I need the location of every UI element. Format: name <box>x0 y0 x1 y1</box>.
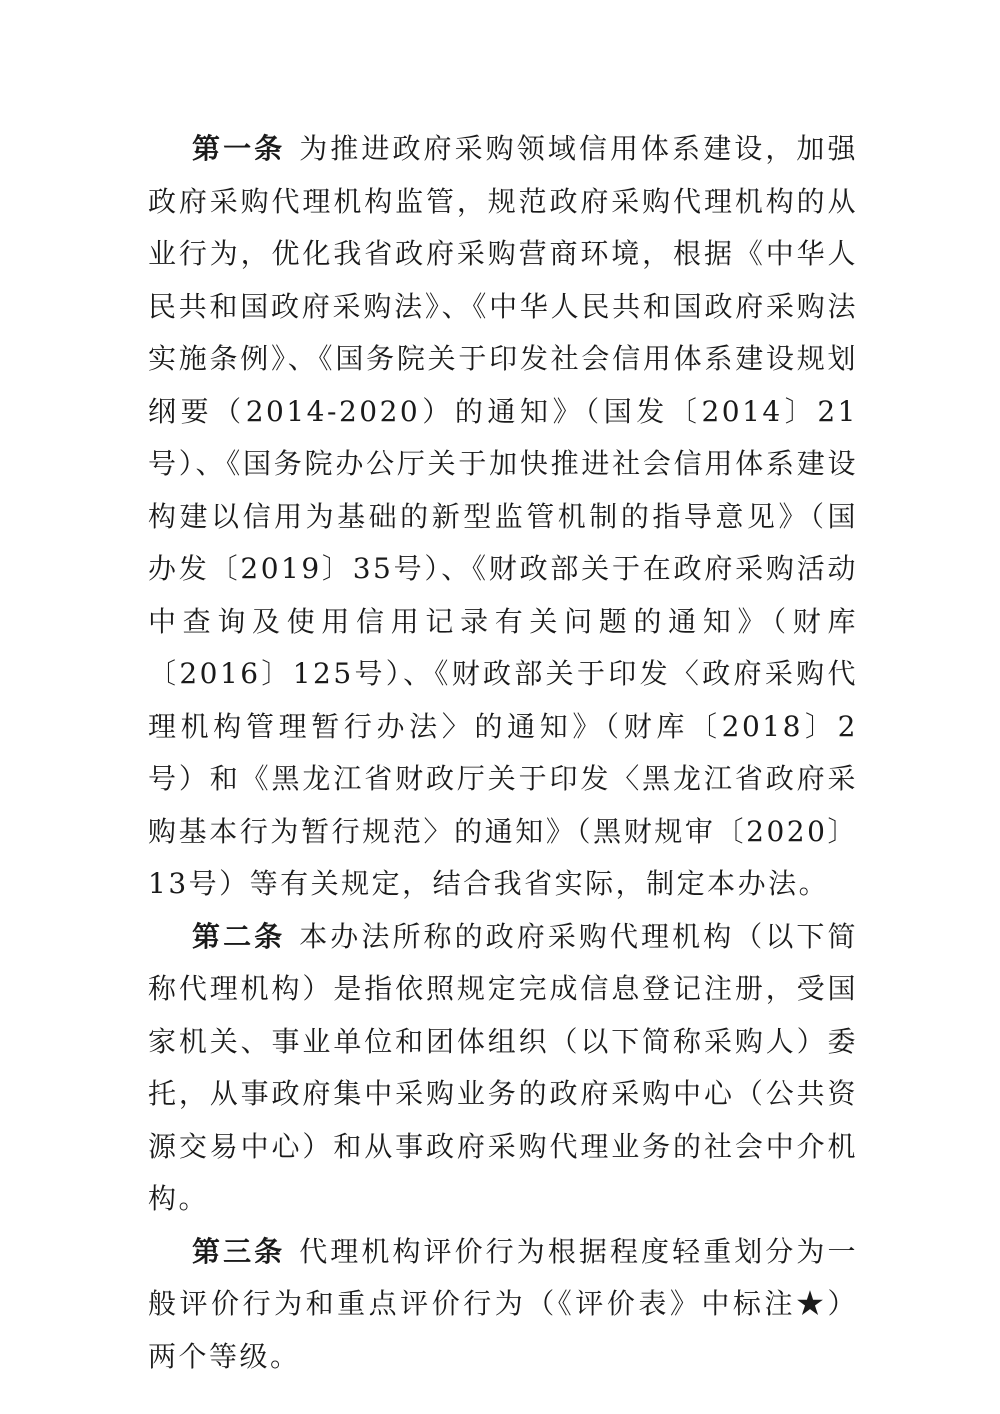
article-1 <box>148 123 858 911</box>
article-3-number: 第三条 <box>192 1234 286 1268</box>
document-body <box>148 123 858 1383</box>
article-1-number: 第一条 <box>192 132 286 165</box>
article-2-number: 第二条 <box>192 919 286 953</box>
article-3-text: 代理机构评价行为根据程度轻重划分为一般评价行为和重点评价行为（《评价表》中标注★）两个等级。 <box>148 1234 858 1373</box>
article-2 <box>148 911 858 1226</box>
article-2-text: 本办法所称的政府采购代理机构（以下简称代理机构）是指依照规定完成信息登记注册，受国家机关、事业单位和团体组织（以下简称采购人）委托，从事政府集中采购业务的政府采购中心（公共资源交易中心）和从事政府采购代理业务的社会中介机构。 <box>148 919 858 1215</box>
article-1-text: 为推进政府采购领域信用体系建设，加强政府采购代理机构监管，规范政府采购代理机构的从业行为，优化我省政府采购营商环境，根据《中华人民共和国政府采购法》、《中华人民共和国政府采购法实施条例》、《国务院关于印发社会信用体系建设规划纲要（2014-2020）的通知》（国发〔2014〕21号）、《国务院办公厅关于加快推进社会信用体系建设构建以信用为基础的新型监管机制的指导意见》（国办发〔2019〕35号）、《财政部关于在政府采购活动中查询及使用信用记录有关问题的通知》（财库〔2016〕125号）、《财政部关于印发〈政府采购代理机构管理暂行办法〉的通知》（财库〔2018〕2号）和《黑龙江省财政厅关于印发〈黑龙江省政府采购基本行为暂行规范〉的通知》（黑财规审〔2020〕13号）等有关规定，结合我省实际，制定本办法。 <box>148 132 858 900</box>
article-3 <box>148 1226 858 1384</box>
